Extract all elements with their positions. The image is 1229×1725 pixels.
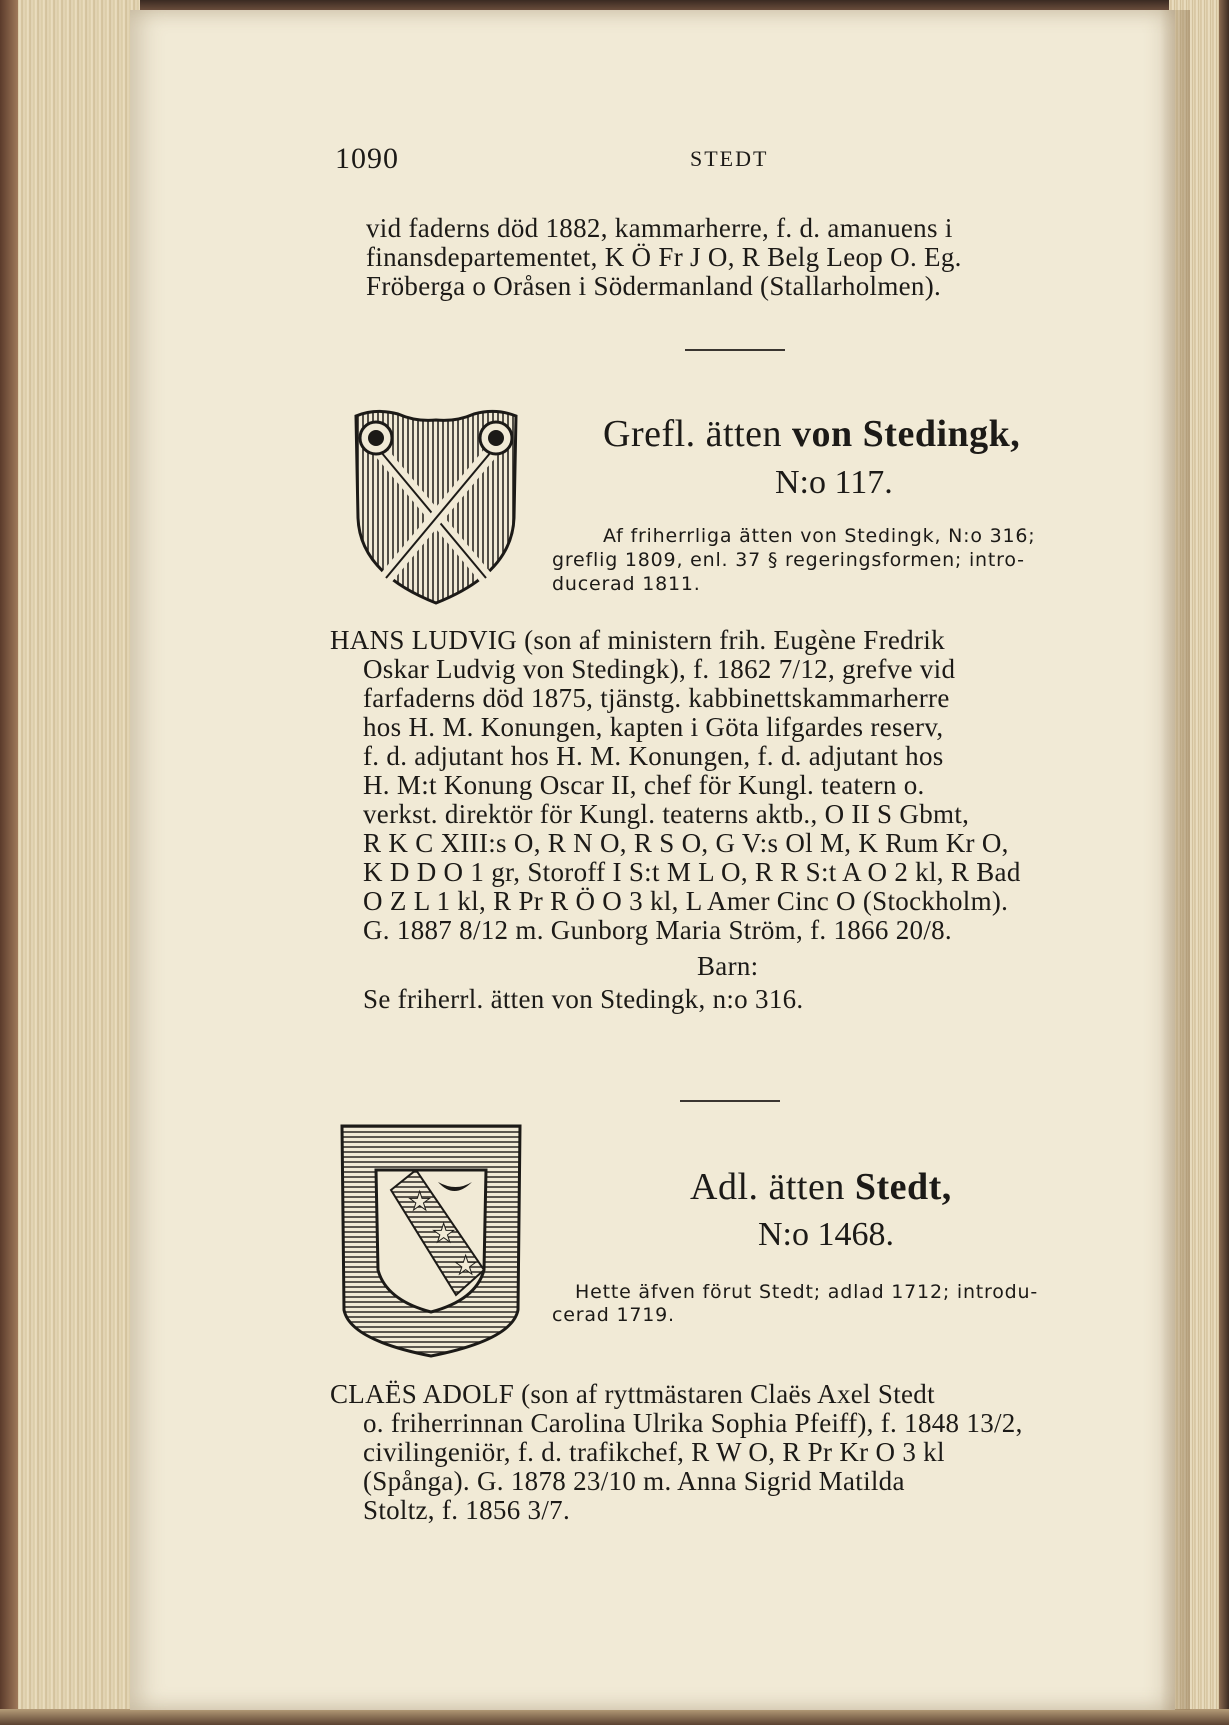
entry-line: civilingeniör, f. d. trafikchef, R W O, R Pr Kr O 3 kl — [363, 1437, 945, 1467]
svg-text:★: ★ — [454, 1251, 478, 1281]
intro-line: finansdepartementet, K Ö Fr J O, R Belg Leop O. Eg. — [366, 242, 962, 272]
cross-reference: Se friherrl. ätten von Stedingk, n:o 316. — [363, 984, 804, 1014]
svg-text:★: ★ — [432, 1219, 456, 1249]
section-note-line: greflig 1809, enl. 37 § regeringsformen; intro- — [552, 549, 1025, 571]
entry-line: f. d. adjutant hos H. M. Konungen, f. d. adjutant hos — [363, 741, 944, 771]
entry-line: farfaderns död 1875, tjänstg. kabbinettskammarherre — [363, 683, 950, 713]
entry-line: R K C XIII:s O, R N O, R S O, G V:s Ol M, K Rum Kr O, — [363, 828, 1009, 858]
running-head: STEDT — [690, 146, 769, 171]
entry-line: O Z L 1 kl, R Pr R Ö O 3 kl, L Amer Cinc O (Stockholm). — [363, 886, 1009, 916]
entry-line: H. M:t Konung Oscar II, chef för Kungl. teatern o. — [363, 770, 925, 800]
book-left-page-stack — [0, 0, 140, 1725]
entry-line: (Spånga). G. 1878 23/10 m. Anna Sigrid Matilda — [363, 1466, 905, 1496]
svg-text:★: ★ — [408, 1187, 432, 1217]
entry-line: HANS LUDVIG (son af ministern frih. Eugène Fredrik — [330, 625, 945, 655]
book-bottom-edge — [0, 1709, 1229, 1725]
section-divider — [685, 349, 785, 351]
section-title-stedt: Adl. ätten Stedt, — [690, 1166, 952, 1208]
section-note-line: cerad 1719. — [552, 1304, 675, 1326]
entry-line: K D D O 1 gr, Storoff I S:t M L O, R R S:t A O 2 kl, R Bad — [363, 857, 1021, 887]
section-divider — [680, 1100, 780, 1102]
section-number: N:o 117. — [775, 464, 893, 501]
book-binding-right — [1219, 0, 1229, 1725]
section-number: N:o 1468. — [758, 1216, 894, 1253]
entry-line: Oskar Ludvig von Stedingk), f. 1862 7/12, grefve vid — [363, 654, 956, 684]
entry-line: hos H. M. Konungen, kapten i Göta lifgardes reserv, — [363, 712, 944, 742]
barn-heading: Barn: — [697, 951, 759, 981]
intro-line: Fröberga o Oråsen i Södermanland (Stallarholmen). — [366, 271, 942, 301]
section-note-line: Hette äfven förut Stedt; adlad 1712; introdu- — [575, 1281, 1039, 1303]
entry-line: verkst. direktör för Kungl. teaterns aktb., O II S Gbmt, — [363, 799, 970, 829]
section-note-line: Af friherrliga ätten von Stedingk, N:o 316; — [603, 525, 1036, 547]
page-number: 1090 — [335, 142, 399, 175]
entry-line: G. 1887 8/12 m. Gunborg Maria Ström, f. 1866 20/8. — [363, 915, 952, 945]
entry-line: o. friherrinnan Carolina Ulrika Sophia Pfeiff), f. 1848 13/2, — [363, 1408, 1023, 1438]
coat-of-arms-stars-crescent-icon — [336, 1120, 526, 1360]
page-gutter-shadow — [1160, 10, 1190, 1710]
section-title-von-stedingk: Grefl. ätten von Stedingk, — [603, 413, 1021, 455]
entry-line: CLAËS ADOLF (son af ryttmästaren Claës Axel Stedt — [330, 1379, 935, 1409]
book-binding-left — [0, 0, 18, 1725]
entry-line: Stoltz, f. 1856 3/7. — [363, 1495, 570, 1525]
coat-of-arms-crossed-maces-icon — [336, 398, 536, 608]
section-note-line: ducerad 1811. — [552, 573, 701, 595]
intro-line: vid faderns död 1882, kammarherre, f. d. amanuens i — [366, 213, 953, 243]
